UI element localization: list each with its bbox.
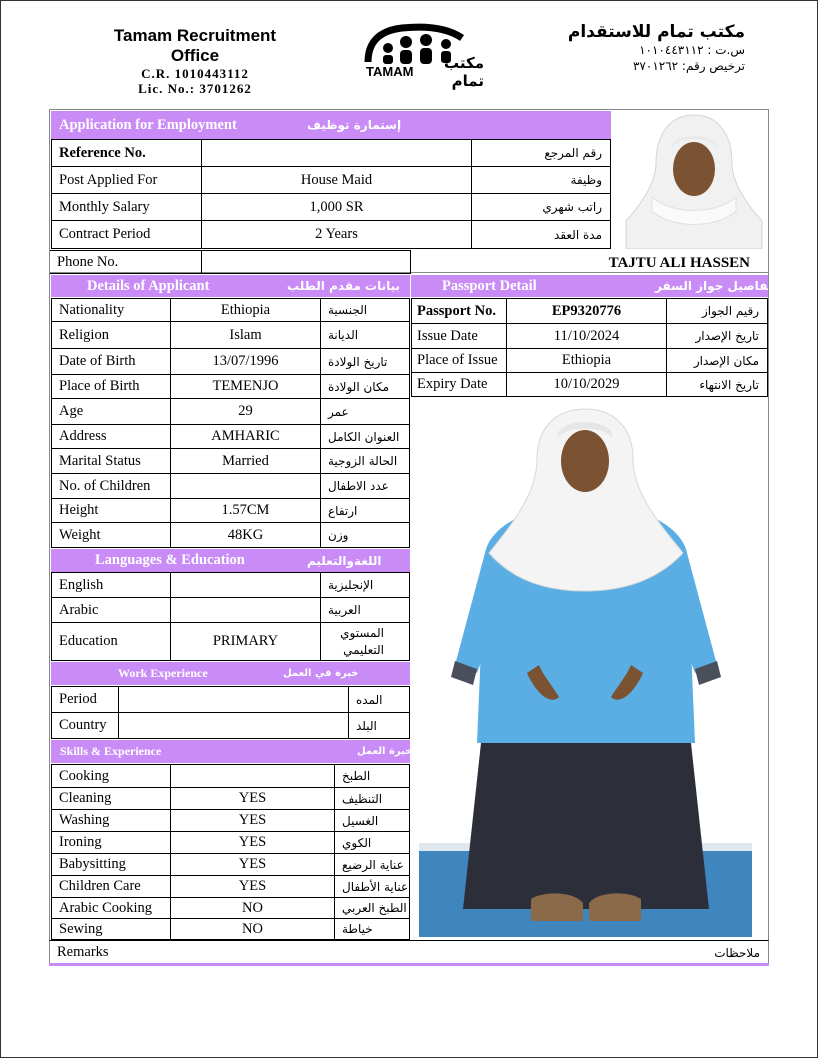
language-label-ar-cell [320, 597, 410, 623]
expiry-date-label-ar: تاريخ الانتهاء [699, 377, 759, 392]
detail-value-cell [170, 522, 321, 548]
religion-value: Islam [229, 326, 262, 343]
reference-label-cell [51, 139, 202, 167]
logo-text-ar: مكتب تمام [443, 54, 484, 90]
skill-label-cell [51, 831, 171, 854]
detail-value-cell [170, 498, 321, 523]
education-label-ar: المستوي التعليمي [340, 625, 384, 657]
dob-value: 13/07/1996 [212, 353, 279, 369]
age-label-ar: عمر [328, 404, 349, 419]
skill-label-ar: التنظيف [342, 791, 383, 806]
detail-label-cell [51, 298, 171, 322]
skill-value: YES [238, 812, 267, 828]
skill-value: YES [238, 834, 267, 850]
height-value: 1.57CM [221, 502, 270, 518]
weight-value: 48KG [227, 526, 264, 543]
detail-value-cell [170, 448, 321, 474]
passport-title-en: Passport Detail [442, 277, 537, 294]
language-label-ar-cell [320, 572, 410, 598]
cr-number-en: C.R. 1010443112 [141, 66, 249, 81]
right-border [768, 250, 769, 940]
arabic-label-ar: العربية [328, 603, 361, 617]
detail-label-cell [51, 424, 171, 449]
detail-label-ar-cell [320, 348, 410, 375]
passport-label-ar-cell [666, 372, 768, 397]
nationality-label-ar: الجنسية [328, 303, 368, 317]
skill-value-cell [170, 875, 335, 898]
country-label: Country [59, 717, 107, 733]
skill-label-ar-cell [334, 875, 410, 898]
detail-label-ar-cell [320, 522, 410, 548]
phone-value-cell [201, 250, 411, 274]
passport-value-cell [506, 348, 667, 373]
detail-label-ar-cell [320, 398, 410, 425]
detail-value-cell [170, 298, 321, 322]
logo-text-en: TAMAM [366, 64, 414, 79]
skill-value-cell [170, 918, 335, 940]
skill-label-cell [51, 897, 171, 919]
salary-value-cell [201, 193, 472, 221]
passport-value-cell [506, 298, 667, 324]
salary-value: 1,000 SR [309, 198, 364, 215]
language-label-cell [51, 597, 171, 623]
details-header [51, 275, 410, 297]
languages-title-ar: اللغةوالتعليم [307, 553, 382, 568]
religion-label-ar: الديانة [328, 328, 359, 342]
skill-label-ar-cell [334, 809, 410, 832]
skill-value-cell [170, 831, 335, 854]
detail-value-cell [170, 473, 321, 499]
passport-title-ar: تفاصيل جواز السفر [655, 279, 773, 293]
detail-label-cell [51, 473, 171, 499]
reference-label-ar-cell [471, 139, 611, 167]
place-of-issue-value: Ethiopia [561, 352, 612, 368]
detail-value-cell [170, 374, 321, 399]
skill-label-cell [51, 787, 171, 810]
skill-value: YES [238, 856, 267, 872]
dob-label: Date of Birth [59, 353, 136, 369]
skill-label: Children Care [59, 878, 141, 894]
education-label: Education [59, 633, 118, 649]
dob-label-ar: تاريخ الولادة [328, 354, 388, 369]
skill-label: Sewing [59, 920, 103, 937]
skill-label-ar: الغسيل [342, 813, 379, 828]
detail-label-ar-cell [320, 473, 410, 499]
work-title-en: Work Experience [118, 666, 208, 680]
religion-label: Religion [59, 326, 109, 343]
skills-header [51, 740, 413, 763]
detail-value-cell [170, 321, 321, 349]
nationality-value: Ethiopia [220, 301, 271, 318]
skill-label-ar-cell [334, 918, 410, 940]
remarks-underline [49, 963, 769, 966]
skill-label-ar-cell [334, 831, 410, 854]
work-title-ar: خبرة في العمل [283, 668, 359, 679]
skill-label-ar-cell [334, 853, 410, 876]
skill-label-ar: عناية الرضيع [342, 857, 404, 872]
pob-label-ar: مكان الولادة [328, 379, 390, 394]
full-body-photo [419, 403, 752, 937]
skill-label-ar: عناية الأطفال [342, 879, 409, 894]
phone-label-cell [49, 250, 202, 274]
skill-value: NO [242, 920, 263, 937]
application-title-ar: إستمارة توظيف [307, 118, 402, 132]
contract-label-ar-cell [471, 220, 611, 249]
skill-label-cell [51, 875, 171, 898]
salary-label-ar: راتب شهري [542, 200, 602, 214]
children-label-ar: عدد الاطفال [328, 479, 389, 493]
marital-value: Married [222, 452, 269, 469]
portrait-photo [624, 111, 764, 249]
expiry-date-value: 10/10/2029 [553, 376, 620, 392]
passport-label-cell [411, 323, 507, 349]
passport-header [411, 275, 773, 297]
passport-label-ar-cell [666, 298, 768, 324]
passport-value-cell [506, 372, 667, 397]
age-value: 29 [238, 403, 253, 419]
skill-value-cell [170, 853, 335, 876]
post-value-cell [201, 166, 472, 194]
passport-no-value: EP9320776 [551, 302, 622, 319]
cr-number-ar: س.ت : ١٠١٠٤٤٣١١٢ [639, 43, 745, 57]
skills-title-ar: خبرة العمل [357, 746, 413, 757]
company-logo [362, 20, 484, 90]
company-name-en: Tamam Recruitment Office [113, 26, 277, 65]
passport-no-label: Passport No. [417, 302, 496, 319]
left-border [49, 250, 50, 940]
post-label: Post Applied For [59, 171, 158, 188]
detail-label-ar-cell [320, 424, 410, 449]
skill-value: YES [238, 878, 267, 894]
detail-label-ar-cell [320, 374, 410, 399]
address-label-ar: العنوان الكامل [328, 429, 400, 444]
skill-label: Arabic Cooking [59, 899, 153, 916]
skill-label-ar-cell [334, 764, 410, 788]
work-label-cell [51, 686, 119, 713]
expiry-date-label: Expiry Date [417, 376, 488, 392]
post-value: House Maid [300, 171, 373, 188]
height-label-ar: ارتفاع [328, 503, 358, 518]
country-label-ar: البلد [356, 718, 377, 733]
post-label-ar: وظيفة [570, 173, 602, 187]
license-number-ar: ترخيص رقم: ٣٧٠١٢٦٢ [632, 59, 745, 73]
marital-label: Marital Status [59, 452, 141, 469]
remarks-label-ar: ملاحظات [714, 945, 760, 960]
passport-no-label-ar: رقيم الجواز [701, 304, 759, 318]
languages-title-en: Languages & Education [95, 552, 245, 568]
language-value-cell [170, 597, 321, 623]
post-label-ar-cell [471, 166, 611, 194]
detail-label-cell [51, 522, 171, 548]
address-label: Address [59, 428, 107, 444]
details-title-ar: بيانات مقدم الطلب [287, 279, 401, 293]
skill-label-ar-cell [334, 897, 410, 919]
education-value-cell [170, 622, 321, 661]
passport-label-cell [411, 372, 507, 397]
english-label: English [59, 576, 104, 593]
passport-value-cell [506, 323, 667, 349]
contract-label-cell [51, 220, 202, 249]
skill-value: YES [238, 790, 267, 806]
reference-label-ar: رقم المرجع [544, 146, 602, 160]
marital-label-ar: الحالة الزوجية [328, 454, 398, 468]
detail-label-cell [51, 374, 171, 399]
detail-label-cell [51, 498, 171, 523]
education-value: PRIMARY [212, 633, 279, 649]
skill-label-cell [51, 853, 171, 876]
skill-label: Cooking [59, 767, 109, 784]
salary-label-cell [51, 193, 202, 221]
skill-label-ar: الكوي [342, 835, 372, 850]
skill-label-ar-cell [334, 787, 410, 810]
salary-label-ar-cell [471, 193, 611, 221]
phone-label: Phone No. [57, 253, 119, 270]
place-of-issue-label: Place of Issue [417, 352, 498, 368]
passport-label-ar-cell [666, 348, 768, 373]
age-label: Age [59, 403, 84, 419]
language-value-cell [170, 572, 321, 598]
application-header [51, 111, 611, 139]
skill-label-ar: الطبخ [342, 769, 371, 783]
detail-label-cell [51, 348, 171, 375]
work-label-ar-cell [348, 712, 410, 739]
skill-label-ar: الطبخ العربي [342, 901, 407, 915]
issue-date-label: Issue Date [417, 327, 478, 344]
contract-value-cell [201, 220, 472, 249]
work-label-ar-cell [348, 686, 410, 713]
nationality-label: Nationality [59, 301, 125, 318]
detail-label-cell [51, 398, 171, 425]
skill-label-ar: خياطة [342, 922, 373, 936]
skill-label: Washing [59, 812, 110, 828]
license-number-en: Lic. No.: 3701262 [138, 81, 252, 96]
education-label-ar-cell [320, 622, 410, 661]
application-title-en: Application for Employment [59, 116, 237, 133]
post-label-cell [51, 166, 202, 194]
detail-label-cell [51, 321, 171, 349]
language-label-cell [51, 572, 171, 598]
contract-value: 2 Years [315, 226, 358, 242]
period-label: Period [59, 691, 97, 707]
skills-title-en: Skills & Experience [60, 744, 162, 758]
work-value-cell [118, 686, 349, 713]
passport-label-cell [411, 348, 507, 373]
remarks-row [49, 940, 769, 964]
detail-value-cell [170, 424, 321, 449]
company-header-ar [520, 22, 745, 74]
detail-label-ar-cell [320, 498, 410, 523]
detail-label-cell [51, 448, 171, 474]
skill-label-cell [51, 918, 171, 940]
detail-label-ar-cell [320, 298, 410, 322]
detail-label-ar-cell [320, 321, 410, 349]
pob-value: TEMENJO [212, 378, 279, 394]
issue-date-value: 11/10/2024 [553, 327, 620, 344]
address-value: AMHARIC [211, 428, 280, 444]
work-value-cell [118, 712, 349, 739]
skill-value-cell [170, 764, 335, 788]
english-label-ar: الإنجليزية [328, 578, 374, 592]
skill-value: NO [242, 899, 263, 916]
salary-label: Monthly Salary [59, 198, 150, 215]
languages-header [51, 549, 410, 572]
remarks-label: Remarks [57, 944, 109, 960]
skill-value-cell [170, 809, 335, 832]
skill-label-cell [51, 764, 171, 788]
details-title-en: Details of Applicant [87, 277, 210, 294]
weight-label: Weight [59, 526, 101, 543]
skill-label: Cleaning [59, 790, 112, 806]
passport-label-ar-cell [666, 323, 768, 349]
reference-value-cell [201, 139, 472, 167]
place-of-issue-label-ar: مكان الإصدار [693, 353, 759, 368]
detail-label-ar-cell [320, 448, 410, 474]
period-label-ar: المده [356, 692, 383, 707]
detail-value-cell [170, 348, 321, 375]
skill-label: Ironing [59, 834, 102, 850]
reference-label: Reference No. [59, 144, 146, 161]
skill-label: Babysitting [59, 856, 126, 872]
work-header [51, 662, 410, 685]
skill-value-cell [170, 897, 335, 919]
skill-label-cell [51, 809, 171, 832]
detail-value-cell [170, 398, 321, 425]
work-label-cell [51, 712, 119, 739]
children-label: No. of Children [59, 477, 151, 494]
company-header-en [90, 26, 300, 96]
applicant-name: TAJTU ALI HASSEN [608, 254, 750, 271]
weight-label-ar: وزن [328, 528, 349, 542]
pob-label: Place of Birth [59, 378, 140, 394]
contract-label-ar: مدة العقد [554, 227, 602, 242]
height-label: Height [59, 502, 99, 518]
skill-value-cell [170, 787, 335, 810]
company-name-ar: مكتب تمام للاستقدام [567, 22, 745, 42]
arabic-label: Arabic [59, 601, 99, 618]
contract-label: Contract Period [59, 226, 151, 242]
education-label-cell [51, 622, 171, 661]
issue-date-label-ar: تاريخ الإصدار [695, 329, 759, 343]
passport-label-cell [411, 298, 507, 324]
